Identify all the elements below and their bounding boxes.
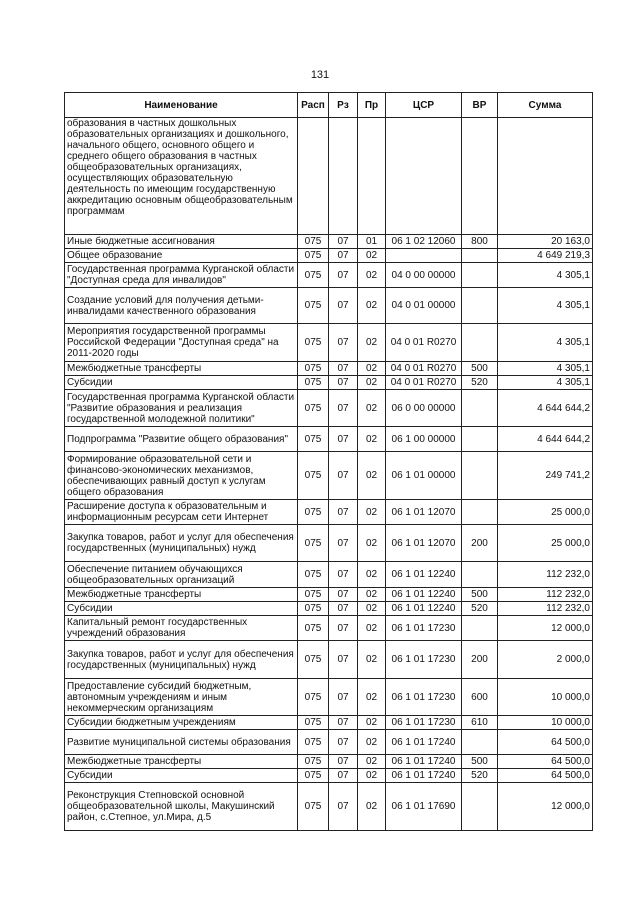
table-row <box>65 249 593 263</box>
table-row <box>65 562 593 588</box>
cell-vr <box>462 783 498 831</box>
cell-csr: 06 0 00 00000 <box>386 390 462 427</box>
cell-rz: 07 <box>329 679 358 716</box>
table-row <box>65 452 593 500</box>
cell-vr <box>462 324 498 362</box>
cell-sum: 4 305,1 <box>498 362 593 376</box>
cell-rz: 07 <box>329 588 358 602</box>
cell-pr: 02 <box>358 588 386 602</box>
cell-csr: 06 1 01 12070 <box>386 500 462 525</box>
cell-pr: 02 <box>358 716 386 730</box>
cell-csr: 04 0 01 00000 <box>386 288 462 324</box>
cell-sum: 4 644 644,2 <box>498 427 593 452</box>
cell-rz: 07 <box>329 324 358 362</box>
cell-rz: 07 <box>329 783 358 831</box>
cell-name: Реконструкция Степновской основной общеобразовательной школы, Макушинский район, с.Степное, ул.Мира, д.5 <box>65 783 298 831</box>
cell-vr <box>462 730 498 755</box>
column-header-rasp: Расп <box>298 93 329 118</box>
page-number: 131 <box>310 69 330 81</box>
cell-vr: 200 <box>462 525 498 562</box>
cell-pr: 02 <box>358 769 386 783</box>
cell-sum: 25 000,0 <box>498 525 593 562</box>
table-row <box>65 588 593 602</box>
cell-csr: 06 1 01 17230 <box>386 641 462 679</box>
cell-csr: 06 1 01 17230 <box>386 616 462 641</box>
table-row <box>65 755 593 769</box>
cell-pr: 02 <box>358 427 386 452</box>
cell-name: Формирование образовательной сети и финансово-экономических механизмов, обеспечивающих равный доступ к услугам общего образования <box>65 452 298 500</box>
cell-rasp: 075 <box>298 730 329 755</box>
table-row <box>65 376 593 390</box>
cell-sum: 112 232,0 <box>498 602 593 616</box>
cell-vr: 600 <box>462 679 498 716</box>
cell-name: Субсидии <box>65 376 298 390</box>
cell-pr: 02 <box>358 362 386 376</box>
table-row <box>65 500 593 525</box>
cell-rz: 07 <box>329 769 358 783</box>
cell-pr: 02 <box>358 500 386 525</box>
cell-rz: 07 <box>329 452 358 500</box>
table-row <box>65 427 593 452</box>
cell-sum: 10 000,0 <box>498 679 593 716</box>
cell-vr <box>462 616 498 641</box>
column-header-csr: ЦСР <box>386 93 462 118</box>
cell-vr <box>462 390 498 427</box>
table-row <box>65 324 593 362</box>
cell-rasp: 075 <box>298 755 329 769</box>
cell-pr: 02 <box>358 616 386 641</box>
cell-pr: 01 <box>358 235 386 249</box>
cell-name: Развитие муниципальной системы образования <box>65 730 298 755</box>
cell-vr: 520 <box>462 769 498 783</box>
cell-rasp: 075 <box>298 525 329 562</box>
cell-rasp: 075 <box>298 288 329 324</box>
cell-csr: 06 1 02 12060 <box>386 235 462 249</box>
cell-rz: 07 <box>329 641 358 679</box>
cell-pr: 02 <box>358 641 386 679</box>
cell-rz: 07 <box>329 500 358 525</box>
cell-rasp: 075 <box>298 588 329 602</box>
cell-pr: 02 <box>358 452 386 500</box>
cell-rz: 07 <box>329 562 358 588</box>
cell-rz: 07 <box>329 235 358 249</box>
cell-name: Закупка товаров, работ и услуг для обеспечения государственных (муниципальных) нужд <box>65 525 298 562</box>
cell-pr: 02 <box>358 288 386 324</box>
cell-name: Подпрограмма "Развитие общего образования" <box>65 427 298 452</box>
cell-sum: 12 000,0 <box>498 616 593 641</box>
cell-rasp: 075 <box>298 716 329 730</box>
cell-rasp: 075 <box>298 376 329 390</box>
cell-sum: 64 500,0 <box>498 730 593 755</box>
cell-sum: 112 232,0 <box>498 588 593 602</box>
cell-rasp: 075 <box>298 641 329 679</box>
cell-csr: 06 1 01 17690 <box>386 783 462 831</box>
cell-vr: 500 <box>462 755 498 769</box>
cell-sum <box>498 118 593 235</box>
cell-csr: 06 1 01 12240 <box>386 588 462 602</box>
cell-pr: 02 <box>358 783 386 831</box>
cell-vr <box>462 452 498 500</box>
column-header-vr: ВР <box>462 93 498 118</box>
cell-vr <box>462 562 498 588</box>
column-header-name: Наименование <box>65 93 298 118</box>
cell-pr: 02 <box>358 376 386 390</box>
cell-sum: 2 000,0 <box>498 641 593 679</box>
cell-csr: 06 1 01 17230 <box>386 679 462 716</box>
cell-name: Межбюджетные трансферты <box>65 755 298 769</box>
cell-sum: 12 000,0 <box>498 783 593 831</box>
cell-rasp: 075 <box>298 362 329 376</box>
cell-rz: 07 <box>329 730 358 755</box>
cell-csr <box>386 118 462 235</box>
cell-rasp: 075 <box>298 602 329 616</box>
table-row <box>65 263 593 288</box>
table-row <box>65 525 593 562</box>
cell-name: Иные бюджетные ассигнования <box>65 235 298 249</box>
cell-rz: 07 <box>329 390 358 427</box>
cell-sum: 64 500,0 <box>498 769 593 783</box>
table-row <box>65 641 593 679</box>
cell-name: Государственная программа Курганской области "Развитие образования и реализация государственной молодежной политики" <box>65 390 298 427</box>
table-row <box>65 616 593 641</box>
cell-name: Капитальный ремонт государственных учреждений образования <box>65 616 298 641</box>
column-header-pr: Пр <box>358 93 386 118</box>
cell-pr: 02 <box>358 390 386 427</box>
cell-csr: 04 0 00 00000 <box>386 263 462 288</box>
cell-csr: 06 1 01 17240 <box>386 755 462 769</box>
table-row <box>65 716 593 730</box>
cell-name: Государственная программа Курганской области "Доступная среда для инвалидов" <box>65 263 298 288</box>
cell-name: Создание условий для получения детьми-инвалидами качественного образования <box>65 288 298 324</box>
cell-pr: 02 <box>358 730 386 755</box>
table-row <box>65 390 593 427</box>
cell-sum: 25 000,0 <box>498 500 593 525</box>
cell-rz <box>329 118 358 235</box>
cell-rasp: 075 <box>298 562 329 588</box>
cell-sum: 4 305,1 <box>498 376 593 390</box>
cell-rz: 07 <box>329 288 358 324</box>
cell-vr: 500 <box>462 362 498 376</box>
cell-rasp: 075 <box>298 390 329 427</box>
cell-vr: 520 <box>462 376 498 390</box>
cell-csr <box>386 249 462 263</box>
cell-vr <box>462 249 498 263</box>
cell-vr: 520 <box>462 602 498 616</box>
column-header-sum: Сумма <box>498 93 593 118</box>
cell-sum: 64 500,0 <box>498 755 593 769</box>
cell-name: Субсидии <box>65 769 298 783</box>
cell-csr: 06 1 01 12070 <box>386 525 462 562</box>
cell-name: Субсидии <box>65 602 298 616</box>
cell-rasp: 075 <box>298 452 329 500</box>
cell-rasp: 075 <box>298 500 329 525</box>
table-row <box>65 362 593 376</box>
cell-csr: 06 1 01 17230 <box>386 716 462 730</box>
cell-rasp: 075 <box>298 427 329 452</box>
cell-name: Общее образование <box>65 249 298 263</box>
cell-name: Предоставление субсидий бюджетным, автономным учреждениям и иным некоммерческим организациям <box>65 679 298 716</box>
cell-sum: 4 649 219,3 <box>498 249 593 263</box>
cell-rz: 07 <box>329 376 358 390</box>
cell-vr <box>462 427 498 452</box>
cell-pr: 02 <box>358 602 386 616</box>
table-row <box>65 288 593 324</box>
cell-csr: 04 0 01 R0270 <box>386 376 462 390</box>
cell-rasp: 075 <box>298 324 329 362</box>
table-row <box>65 783 593 831</box>
cell-rz: 07 <box>329 427 358 452</box>
cell-vr: 200 <box>462 641 498 679</box>
cell-name: Мероприятия государственной программы Российской Федерации "Доступная среда" на 2011-2020 годы <box>65 324 298 362</box>
cell-rasp: 075 <box>298 783 329 831</box>
cell-pr <box>358 118 386 235</box>
cell-pr: 02 <box>358 249 386 263</box>
cell-vr <box>462 118 498 235</box>
cell-pr: 02 <box>358 525 386 562</box>
cell-pr: 02 <box>358 679 386 716</box>
cell-sum: 4 644 644,2 <box>498 390 593 427</box>
cell-vr: 800 <box>462 235 498 249</box>
cell-rz: 07 <box>329 525 358 562</box>
budget-table <box>64 92 593 831</box>
cell-rasp: 075 <box>298 235 329 249</box>
cell-csr: 04 0 01 R0270 <box>386 324 462 362</box>
cell-name: Расширение доступа к образовательным и информационным ресурсам сети Интернет <box>65 500 298 525</box>
cell-name: Закупка товаров, работ и услуг для обеспечения государственных (муниципальных) нужд <box>65 641 298 679</box>
cell-pr: 02 <box>358 324 386 362</box>
cell-pr: 02 <box>358 562 386 588</box>
table-row <box>65 730 593 755</box>
cell-sum: 4 305,1 <box>498 263 593 288</box>
cell-rz: 07 <box>329 249 358 263</box>
cell-rz: 07 <box>329 602 358 616</box>
cell-sum: 4 305,1 <box>498 288 593 324</box>
cell-rasp: 075 <box>298 769 329 783</box>
cell-pr: 02 <box>358 263 386 288</box>
cell-rz: 07 <box>329 362 358 376</box>
cell-vr <box>462 288 498 324</box>
table-row <box>65 235 593 249</box>
cell-name: образования в частных дошкольных образовательных организациях и дошкольного, начального общего, основного общего и среднего общего образования в частных общеобразовательных организациях, осуществляющих образовательную деятельность по имеющим государственную аккредитацию основным общеобразовательным программам <box>65 118 298 235</box>
cell-pr: 02 <box>358 755 386 769</box>
cell-rasp <box>298 118 329 235</box>
cell-csr: 06 1 01 12240 <box>386 602 462 616</box>
cell-csr: 06 1 01 00000 <box>386 452 462 500</box>
cell-name: Субсидии бюджетным учреждениям <box>65 716 298 730</box>
cell-name: Межбюджетные трансферты <box>65 362 298 376</box>
table-row <box>65 769 593 783</box>
cell-rasp: 075 <box>298 263 329 288</box>
cell-sum: 249 741,2 <box>498 452 593 500</box>
cell-vr: 500 <box>462 588 498 602</box>
cell-rz: 07 <box>329 755 358 769</box>
cell-rz: 07 <box>329 263 358 288</box>
cell-name: Обеспечение питанием обучающихся общеобразовательных организаций <box>65 562 298 588</box>
cell-csr: 06 1 01 17240 <box>386 730 462 755</box>
table-row <box>65 679 593 716</box>
cell-sum: 10 000,0 <box>498 716 593 730</box>
cell-rasp: 075 <box>298 249 329 263</box>
cell-vr <box>462 263 498 288</box>
cell-rz: 07 <box>329 716 358 730</box>
cell-csr: 06 1 01 12240 <box>386 562 462 588</box>
column-header-rz: Рз <box>329 93 358 118</box>
table-header-row <box>65 93 593 118</box>
table-row <box>65 602 593 616</box>
cell-vr: 610 <box>462 716 498 730</box>
cell-rasp: 075 <box>298 679 329 716</box>
cell-name: Межбюджетные трансферты <box>65 588 298 602</box>
cell-csr: 04 0 01 R0270 <box>386 362 462 376</box>
cell-csr: 06 1 01 17240 <box>386 769 462 783</box>
cell-rasp: 075 <box>298 616 329 641</box>
cell-vr <box>462 500 498 525</box>
cell-sum: 112 232,0 <box>498 562 593 588</box>
cell-rz: 07 <box>329 616 358 641</box>
cell-csr: 06 1 00 00000 <box>386 427 462 452</box>
cell-sum: 20 163,0 <box>498 235 593 249</box>
cell-sum: 4 305,1 <box>498 324 593 362</box>
table-row <box>65 118 593 235</box>
